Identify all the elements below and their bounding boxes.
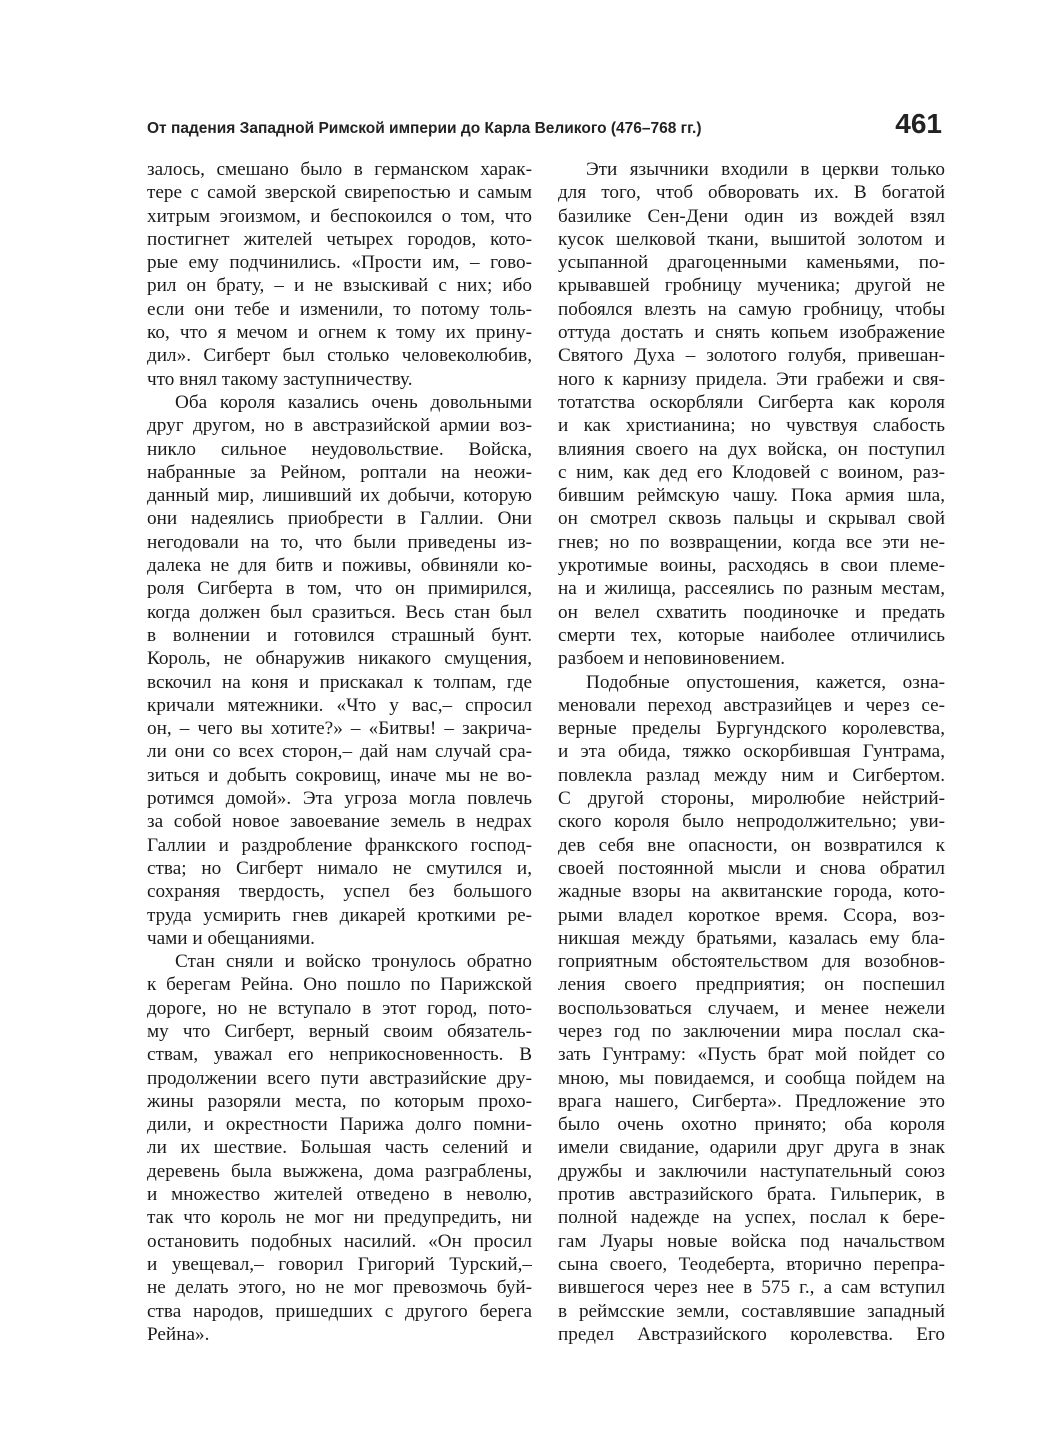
text-line: Галлии и раздробление франкского господ- xyxy=(147,834,532,856)
text-line: С другой стороны, миролюбие нейстрий- xyxy=(558,788,945,810)
text-line: сына своего, Теодеберта, вторично перепра- xyxy=(558,1253,945,1275)
text-line: негодовали на то, что были приведены из- xyxy=(147,531,532,553)
text-line: ства народов, пришедших с другого берега xyxy=(147,1300,532,1322)
left-column xyxy=(147,158,532,1346)
text-line: кричали мятежники. «Что у вас,– спросил xyxy=(147,694,532,716)
text-line: ления своего предприятия; он поспешил xyxy=(558,974,945,996)
text-line: было очень охотно принято; оба короля xyxy=(558,1114,945,1136)
text-line: ного к карнизу придела. Эти грабежи и свя- xyxy=(558,368,945,390)
text-line: залось, смешано было в германском харак- xyxy=(147,159,532,180)
text-line: Стан сняли и войско тронулось обратно xyxy=(175,951,532,973)
text-line: гам Луары новые войска под начальством xyxy=(558,1230,945,1252)
text-line: и эта обида, тяжко оскорбившая Гунтрама, xyxy=(558,741,945,763)
text-line: и множество жителей отведено в неволю, xyxy=(147,1184,532,1206)
text-line: жины разоряли места, по которым прохо- xyxy=(147,1090,532,1112)
text-line: му что Сигберт, верный своим обязатель- xyxy=(147,1020,532,1042)
text-line: ли их шествие. Большая часть селений и xyxy=(147,1137,532,1159)
text-line: через год по заключении мира послал ска- xyxy=(558,1020,945,1042)
text-line: против австразийского брата. Гильперик, в xyxy=(558,1184,945,1206)
text-line: в волнении и готовился страшный бунт. xyxy=(147,624,532,646)
right-column xyxy=(558,158,945,1346)
text-line: гнев; но по возвращении, когда все эти не- xyxy=(558,531,945,553)
text-line: крывавшей гробницу мученика; другой не xyxy=(558,275,945,297)
text-line: ства; но Сигберт нимало не смутился и, xyxy=(147,857,532,879)
text-line: он смотрел сквозь пальцы и скрывал свой xyxy=(558,508,945,530)
text-line: никшая между братьями, казалась ему бла- xyxy=(558,927,945,949)
text-line: Рейна». xyxy=(147,1323,210,1345)
text-line: деревень была выжжена, дома разграблены, xyxy=(147,1160,532,1182)
text-line: так что король не мог ни предупредить, ни xyxy=(147,1207,532,1229)
text-line: набранные за Рейном, роптали на неожи- xyxy=(147,461,532,483)
text-line: и увещевал,– говорил Григорий Турский,– xyxy=(147,1253,532,1275)
text-line: врага нашего, Сигберта». Предложение это xyxy=(558,1090,945,1112)
text-line: рые ему подчинились. «Прости им, – гово- xyxy=(147,252,532,274)
text-line: дружбы и заключили наступательный союз xyxy=(558,1160,945,1182)
text-line: за собой новое завоевание земель в недрах xyxy=(147,811,532,833)
text-line: ствам, уважал его неприкосновенность. В xyxy=(147,1044,532,1066)
text-line: верные пределы Бургундского королевства, xyxy=(558,718,945,740)
text-line: смерти тех, которые наиболее отличились xyxy=(558,624,945,646)
text-line: ли они со всех сторон,– дай нам случай сра- xyxy=(147,741,532,763)
text-line: что внял такому заступничеству. xyxy=(147,368,413,390)
text-line: меновали переход австразийцев и через се- xyxy=(558,694,945,716)
text-line: он, – чего вы хотите?» – «Битвы! – закрича- xyxy=(147,718,532,740)
text-line: хитрым эгоизмом, и беспокоился о том, что xyxy=(147,205,532,227)
text-line: сохраняя твердость, успел без большого xyxy=(147,881,532,903)
text-line: дев себя вне опасности, он возвратился к xyxy=(558,834,945,856)
text-line: для того, чтоб обворовать их. В богатой xyxy=(558,182,945,204)
text-line: никло сильное неудовольствие. Войска, xyxy=(147,438,532,460)
text-line: гоприятным обстоятельством для возобнов- xyxy=(558,951,945,973)
text-line: они надеялись приобрести в Галлии. Они xyxy=(147,508,532,530)
text-line: и как христианина; но чувствуя слабость xyxy=(558,415,945,437)
text-line: если они тебе и изменили, то потому толь- xyxy=(147,298,532,320)
text-line: вскочил на коня и прискакал к толпам, где xyxy=(147,671,532,693)
text-line: с ним, как дед его Клодовей с воином, раз- xyxy=(558,461,945,483)
text-line: остановить подобных насилий. «Он просил xyxy=(147,1230,532,1252)
text-line: кусок шелковой ткани, вышитой золотом и xyxy=(558,228,945,250)
text-line: бившим реймскую чашу. Пока армия шла, xyxy=(558,485,945,507)
text-line: когда должен был сразиться. Весь стан был xyxy=(147,601,532,623)
text-line: ротимся домой». Эта угроза могла повлечь xyxy=(147,788,532,810)
text-line: Оба короля казались очень довольными xyxy=(175,391,532,413)
text-line: продолжении всего пути австразийские дру- xyxy=(147,1067,532,1089)
text-line: побоялся влезть на самую гробницу, чтобы xyxy=(558,298,945,320)
text-line: дил». Сигберт был столько человеколюбив, xyxy=(147,345,532,367)
text-line: дили, и окрестности Парижа долго помни- xyxy=(147,1114,532,1136)
text-line: своей постоянной мысли и снова обратил xyxy=(558,857,945,879)
text-line: на и жилища, рассеялись по разным местам, xyxy=(558,578,945,600)
text-line: он велел схватить поодиночке и предать xyxy=(558,601,945,623)
text-line: роля Сигберта в том, что он примирился, xyxy=(147,578,532,600)
text-line: предел Австразийского королевства. Его xyxy=(558,1323,945,1345)
text-line: друг другом, но в австразийской армии воз- xyxy=(147,415,532,437)
text-line: укротимые воины, расходясь в свои племе- xyxy=(558,555,945,577)
text-line: полной надежде на успех, послал к бере- xyxy=(558,1207,945,1229)
text-line: имели свидание, одарили друг друга в знак xyxy=(558,1137,945,1159)
text-line: ского короля было непродолжительно; уви- xyxy=(558,811,945,833)
text-line: базилике Сен-Дени один из вождей взял xyxy=(558,205,945,227)
text-line: зать Гунтраму: «Пусть брат мой пойдет со xyxy=(558,1044,945,1066)
text-line: чами и обещаниями. xyxy=(147,927,315,949)
text-line: постигнет жителей четырех городов, кото- xyxy=(147,228,532,250)
text-line: вившегося через нее в 575 г., а сам вступил xyxy=(558,1277,945,1299)
running-title: От падения Западной Римской империи до Карла Великого (476–768 гг.) xyxy=(147,120,702,137)
text-line: Подобные опустошения, кажется, озна- xyxy=(586,671,945,693)
text-line: тотатства оскорбляли Сигберта как короля xyxy=(558,391,945,413)
text-line: в реймсские земли, составлявшие западный xyxy=(558,1300,945,1322)
text-line: Святого Духа – золотого голубя, привешан- xyxy=(558,345,945,367)
text-line: влияния своего на дух войска, он поступил xyxy=(558,438,945,460)
text-line: разбоем и неповиновением. xyxy=(558,648,786,670)
text-line: не делать этого, но не мог превозмочь буй- xyxy=(147,1277,532,1299)
text-line: оттуда достать и снять копьем изображение xyxy=(558,322,945,344)
text-line: жадные взоры на аквитанские города, кото- xyxy=(558,881,945,903)
text-line: усыпанной драгоценными каменьями, по- xyxy=(558,252,945,274)
text-line: Король, не обнаружив никакого смущения, xyxy=(147,648,532,670)
text-line: зиться и добыть сокровищ, иначе мы не во- xyxy=(147,764,532,786)
text-line: к берегам Рейна. Оно пошло по Парижской xyxy=(147,974,532,996)
text-line: рил он брату, – и не взыскивай с них; ибо xyxy=(147,275,532,297)
text-line: далека не для битв и поживы, обвиняли ко- xyxy=(147,555,532,577)
text-line: ко, что я мечом и огнем к тому их прину- xyxy=(147,322,532,344)
text-line: воспользоваться случаем, и менее нежели xyxy=(558,997,945,1019)
text-line: дороге, но не вступало в этот город, пото- xyxy=(147,997,532,1019)
text-line: рыми владел короткое время. Ссора, воз- xyxy=(558,904,945,926)
text-line: тере с самой зверской свирепостью и самым xyxy=(147,182,532,204)
text-line: повлекла разлад между ним и Сигбертом. xyxy=(558,764,945,786)
text-line: Эти язычники входили в церкви только xyxy=(586,159,945,180)
text-line: труда усмирить гнев дикарей кроткими ре- xyxy=(147,904,532,926)
page-number: 461 xyxy=(895,108,942,139)
text-line: мною, мы повидаемся, и сообща пойдем на xyxy=(558,1067,945,1089)
running-head xyxy=(147,108,942,148)
text-line: данный мир, лишивший их добычи, которую xyxy=(147,485,532,507)
